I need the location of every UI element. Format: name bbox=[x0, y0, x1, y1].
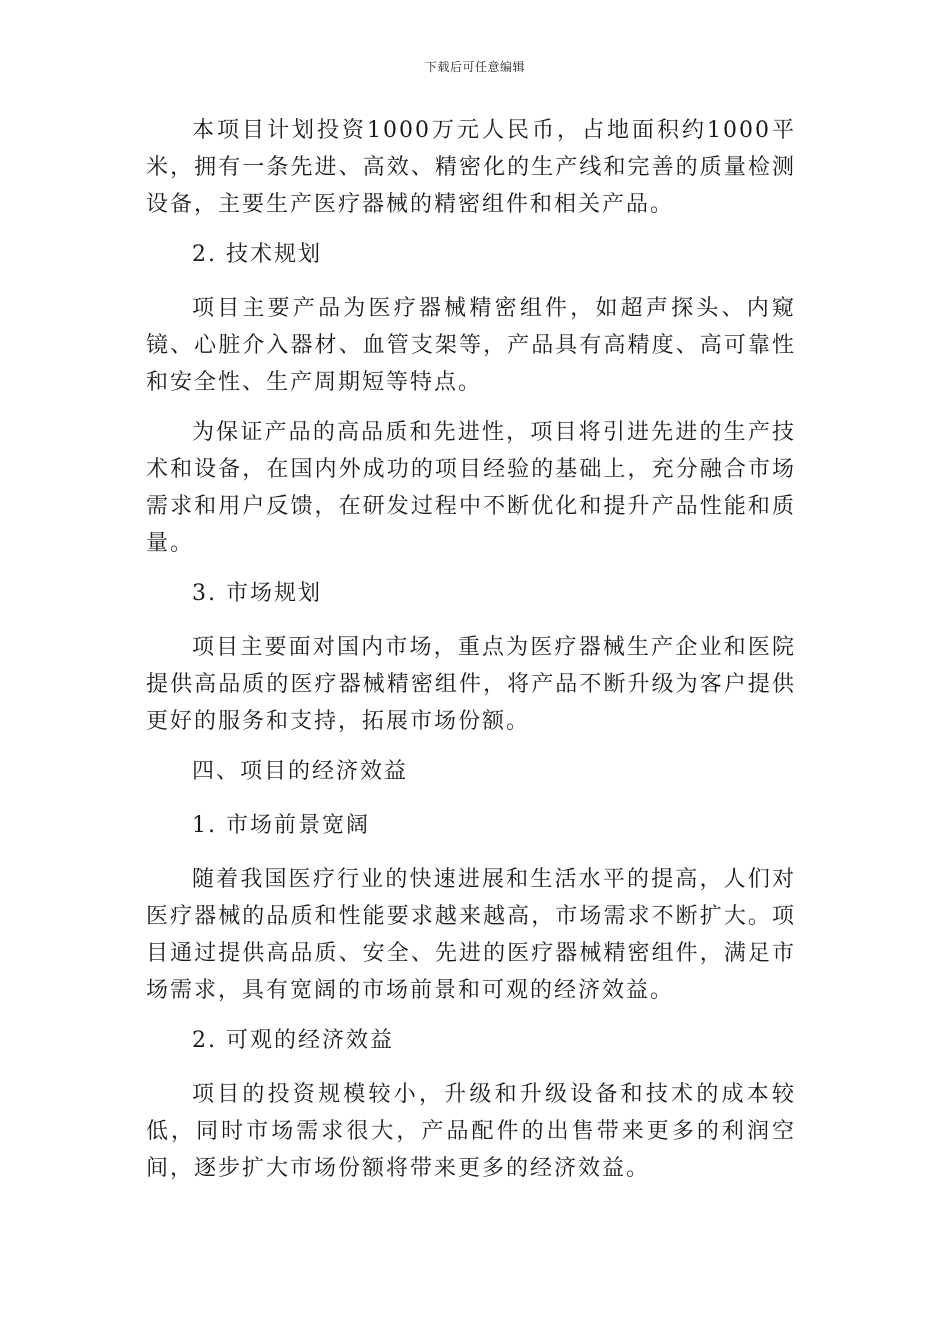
section-heading: 1. 市场前景宽阔 bbox=[192, 813, 370, 838]
paragraph: 项目的投资规模较小，升级和升级设备和技术的成本较低，同时市场需求很大，产品配件的出售带来更多的利润空间，逐步扩大市场份额将带来更多的经济效益。 bbox=[146, 1082, 796, 1181]
section-heading: 2. 技术规划 bbox=[192, 242, 322, 267]
document-body bbox=[146, 112, 796, 1200]
section-heading: 2. 可观的经济效益 bbox=[192, 1028, 394, 1053]
paragraph: 为保证产品的高品质和先进性，项目将引进先进的生产技术和设备，在国内外成功的项目经验的基础上，充分融合市场需求和用户反馈，在研发过程中不断优化和提升产品性能和质量。 bbox=[146, 420, 796, 556]
paragraph: 随着我国医疗行业的快速进展和生活水平的提高，人们对医疗器械的品质和性能要求越来越高，市场需求不断扩大。项目通过提供高品质、安全、先进的医疗器械精密组件，满足市场需求，具有宽阔的市场前景和可观的经济效益。 bbox=[146, 867, 796, 1003]
header-note: 下载后可任意编辑 bbox=[424, 60, 525, 74]
paragraph: 项目主要产品为医疗器械精密组件，如超声探头、内窥镜、心脏介入器材、血管支架等，产品具有高精度、高可靠性和安全性、生产周期短等特点。 bbox=[146, 296, 796, 395]
paragraph: 项目主要面对国内市场，重点为医疗器械生产企业和医院提供高品质的医疗器械精密组件，将产品不断升级为客户提供更好的服务和支持，拓展市场份额。 bbox=[146, 635, 796, 734]
chapter-heading: 四、项目的经济效益 bbox=[192, 759, 409, 784]
section-heading: 3. 市场规划 bbox=[192, 581, 322, 606]
paragraph: 本项目计划投资1000万元人民币，占地面积约1000平米，拥有一条先进、高效、精密化的生产线和完善的质量检测设备，主要生产医疗器械的精密组件和相关产品。 bbox=[146, 118, 796, 217]
